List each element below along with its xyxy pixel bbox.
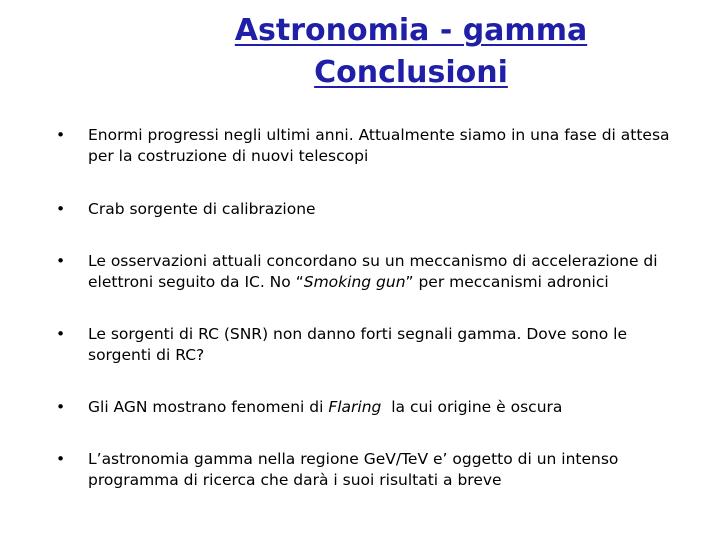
bullet-marker: •	[56, 252, 66, 270]
bullet-marker: •	[56, 126, 66, 144]
bullet-text-post: la cui origine è oscura	[381, 398, 563, 416]
title-line-1: Astronomia - gamma	[234, 13, 588, 48]
slide-title	[6, 10, 720, 94]
bullet-text: Crab sorgente di calibrazione	[88, 200, 316, 218]
bullet-marker: •	[56, 398, 66, 416]
title-line-2: Conclusioni	[314, 55, 508, 90]
bullet-marker: •	[56, 450, 66, 468]
bullet-text-italic: Smoking gun	[303, 273, 406, 291]
bullet-text-italic: Flaring	[328, 398, 382, 416]
bullet-text: L’astronomia gamma nella regione GeV/TeV e’ oggetto di un intenso programma di ricerca che darà i suoi risultati a breve	[88, 450, 619, 489]
bullet-text	[88, 397, 688, 418]
bullet-text-pre: Le osservazioni attuali concordano su un meccanismo di accelerazione di elettroni seguito da IC. No “	[88, 252, 658, 291]
bullet-text-pre: Gli AGN mostrano fenomeni di	[88, 398, 329, 416]
bullet-marker: •	[56, 325, 66, 343]
bullet-text: Le sorgenti di RC (SNR) non danno forti segnali gamma. Dove sono le sorgenti di RC?	[88, 325, 628, 364]
bullet-text-post: ” per meccanismi adronici	[405, 273, 609, 291]
bullet-text	[88, 251, 688, 293]
bullet-marker: •	[56, 200, 66, 218]
bullet-text: Enormi progressi negli ultimi anni. Attualmente siamo in una fase di attesa per la costruzione di nuovi telescopi	[88, 126, 670, 165]
